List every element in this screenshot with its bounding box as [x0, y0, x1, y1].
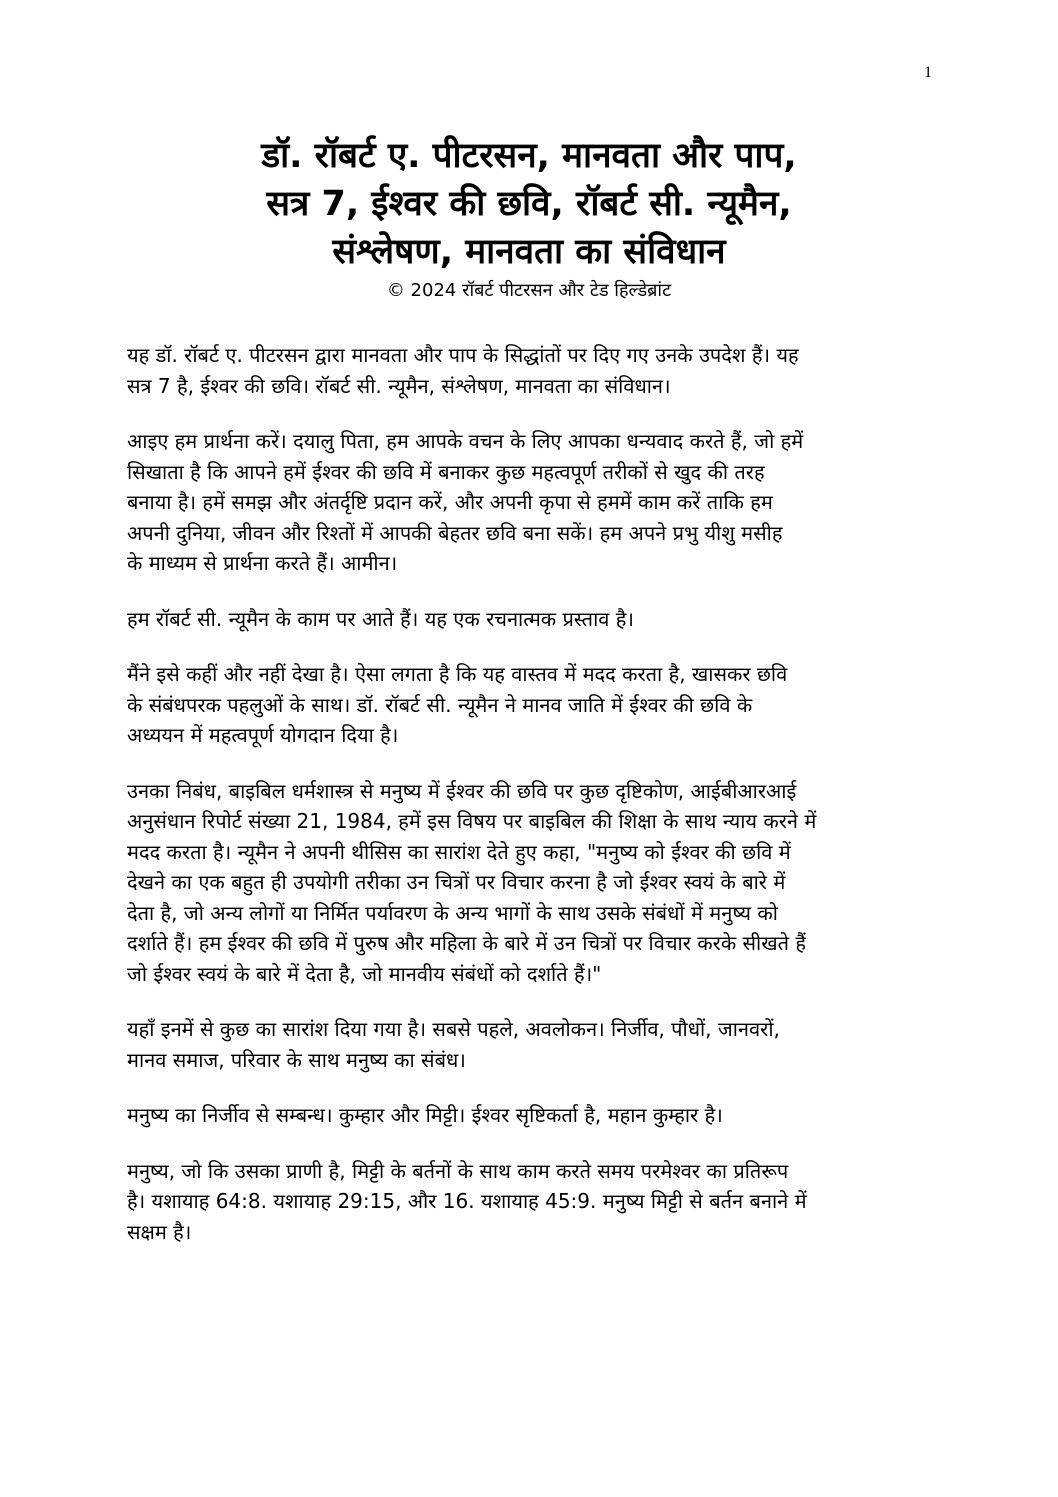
text-line: के संबंधपरक पहलुओं के साथ। डॉ. रॉबर्ट सी. न्यूमैन ने मानव जाति में ईश्वर की छवि के	[127, 692, 753, 717]
text-line: जो ईश्वर स्वयं के बारे में देता है, जो मानवीय संबंधों को दर्शाते हैं।"	[127, 961, 602, 986]
paragraph-summary	[127, 1014, 935, 1075]
paragraph-clay	[127, 1156, 935, 1248]
paragraph-newman-work	[127, 604, 935, 635]
paragraph-intro	[127, 340, 935, 401]
text-line: मनुष्य का निर्जीव से सम्बन्ध। कुम्हार और मिट्टी। ईश्वर सृष्टिकर्ता है, महान कुम्हार है।	[127, 1103, 723, 1127]
text-line: देता है, जो अन्य लोगों या निर्मित पर्यावरण के अन्य भागों के साथ उसके संबंधों में मनुष्य को	[127, 900, 778, 925]
paragraph-essay	[127, 776, 935, 990]
text-line: यह डॉ. रॉबर्ट ए. पीटरसन द्वारा मानवता और पाप के सिद्धांतों पर दिए गए उनके उपदेश हैं। यह	[127, 343, 799, 367]
text-line: बनाया है। हमें समझ और अंतर्दृष्टि प्रदान करें, और अपनी कृपा से हममें काम करें ताकि हम	[127, 490, 773, 514]
text-line: सिखाता है कि आपने हमें ईश्वर की छवि में बनाकर कुछ महत्वपूर्ण तरीकों से खुद की तरह	[127, 459, 765, 484]
text-line: देखने का एक बहुत ही उपयोगी तरीका उन चित्रों पर विचार करना है जो ईश्वर स्वयं के बारे में	[127, 870, 786, 894]
title-line: डॉ. रॉबर्ट ए. पीटरसन, मानवता और पाप,	[261, 136, 797, 176]
body-text	[127, 340, 935, 1272]
text-line: सक्षम है।	[127, 1219, 192, 1244]
text-line: मदद करता है। न्यूमैन ने अपनी थीसिस का सारांश देते हुए कहा, "मनुष्य को ईश्वर की छवि में	[127, 839, 791, 864]
title-line: संश्लेषण, मानवता का संविधान	[332, 232, 726, 272]
paragraph-potter	[127, 1100, 935, 1131]
paragraph-prayer	[127, 426, 935, 579]
text-line: सत्र 7 है, ईश्वर की छवि। रॉबर्ट सी. न्यूमैन, संश्लेषण, मानवता का संविधान।	[127, 373, 671, 398]
text-line: मैंने इसे कहीं और नहीं देखा है। ऐसा लगता है कि यह वास्तव में मदद करता है, खासकर छवि	[127, 662, 788, 686]
text-line: अनुसंधान रिपोर्ट संख्या 21, 1984, हमें इस विषय पर बाइबिल की शिक्षा के साथ न्याय करने में	[127, 809, 817, 833]
title-block	[120, 132, 938, 304]
text-line: हम रॉबर्ट सी. न्यूमैन के काम पर आते हैं। यह एक रचनात्मक प्रस्ताव है।	[127, 606, 634, 631]
copyright-notice: © 2024 रॉबर्ट पीटरसन और टेड हिल्डेब्रांट	[386, 280, 672, 301]
paragraph-contribution	[127, 659, 935, 751]
text-line: मनुष्य, जो कि उसका प्राणी है, मिट्टी के बर्तनों के साथ काम करते समय परमेश्वर का प्रतिरूप	[127, 1158, 789, 1183]
text-line: अध्ययन में महत्वपूर्ण योगदान दिया है।	[127, 723, 399, 747]
page-number: 1	[924, 64, 932, 81]
text-line: के माध्यम से प्रार्थना करते हैं। आमीन।	[127, 551, 398, 575]
title-line: सत्र 7, ईश्वर की छवि, रॉबर्ट सी. न्यूमैन,	[266, 184, 792, 224]
text-line: आइए हम प्रार्थना करें। दयालु पिता, हम आपके वचन के लिए आपका धन्यवाद करते हैं, जो हमें	[127, 429, 804, 453]
text-line: मानव समाज, परिवार के साथ मनुष्य का संबंध।	[127, 1047, 466, 1072]
text-line: है। यशायाह 64:8. यशायाह 29:15, और 16. यशायाह 45:9. मनुष्य मिट्टी से बर्तन बनाने में	[127, 1189, 807, 1213]
text-line: दर्शाते हैं। हम ईश्वर की छवि में पुरुष और महिला के बारे में उन चित्रों पर विचार करके सीखते हैं	[127, 931, 806, 955]
text-line: यहाँ इनमें से कुछ का सारांश दिया गया है। सबसे पहले, अवलोकन। निर्जीव, पौधों, जानवरों,	[127, 1017, 780, 1041]
text-line: अपनी दुनिया, जीवन और रिश्तों में आपकी बेहतर छवि बना सकें। हम अपने प्रभु यीशु मसीह	[127, 520, 783, 545]
text-line: उनका निबंध, बाइबिल धर्मशास्त्र से मनुष्य में ईश्वर की छवि पर कुछ दृष्टिकोण, आईबीआरआई	[127, 778, 797, 803]
